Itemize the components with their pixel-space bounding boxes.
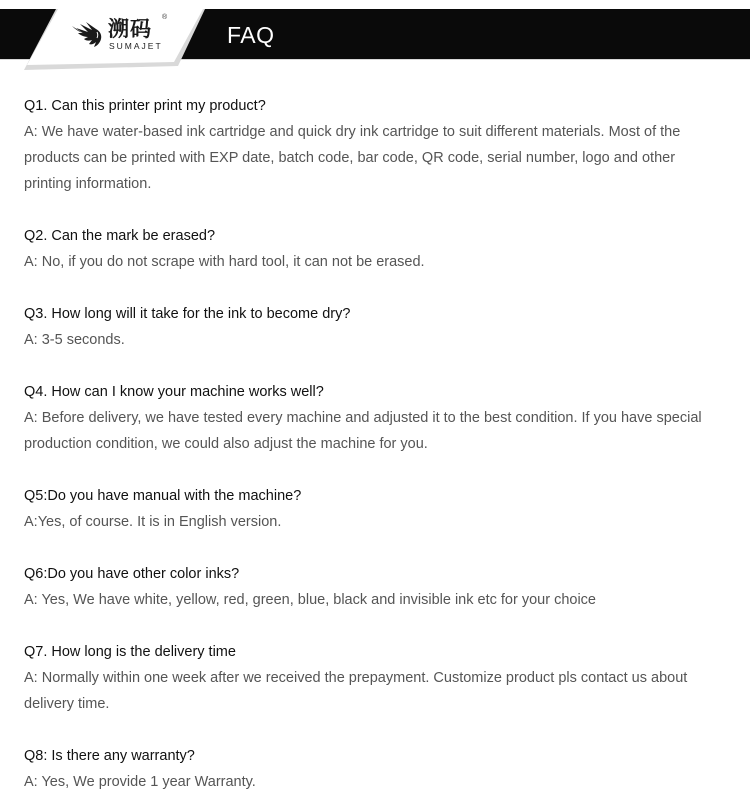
faq-answer: A:Yes, of course. It is in English version. xyxy=(24,514,282,530)
faq-question: Q1. Can this printer print my product? xyxy=(24,98,266,114)
faq-item-4 xyxy=(24,379,724,457)
faq-question: Q8: Is there any warranty? xyxy=(24,748,195,764)
faq-answer: A: Yes, We provide 1 year Warranty. xyxy=(24,774,256,790)
registered-mark: ® xyxy=(162,14,168,21)
faq-item-3 xyxy=(24,301,724,353)
faq-answer: A: We have water-based ink cartridge and quick dry ink cartridge to suit different materials. Most of the products can be printed with EXP date, batch code, bar code, QR code, serial number, logo and other printing information. xyxy=(24,124,681,192)
faq-answer: A: Yes, We have white, yellow, red, green, blue, black and invisible ink etc for your choice xyxy=(24,592,596,608)
page-title: FAQ xyxy=(227,22,275,48)
faq-answer: A: Before delivery, we have tested every machine and adjusted it to the best condition. If you have special production condition, we could also adjust the machine for you. xyxy=(24,410,702,452)
faq-answer: A: Normally within one week after we received the prepayment. Customize product pls contact us about delivery time. xyxy=(24,670,688,712)
faq-item-7 xyxy=(24,639,724,717)
faq-answer: A: No, if you do not scrape with hard tool, it can not be erased. xyxy=(24,254,425,270)
faq-question: Q6:Do you have other color inks? xyxy=(24,566,240,582)
faq-item-6 xyxy=(24,561,724,613)
faq-item-2 xyxy=(24,223,724,275)
faq-question: Q7. How long is the delivery time xyxy=(24,644,236,660)
faq-question: Q4. How can I know your machine works well? xyxy=(24,384,324,400)
faq-item-5 xyxy=(24,483,724,535)
logo-chinese-text: 溯码 xyxy=(108,17,152,41)
horse-logo-icon xyxy=(70,20,106,50)
faq-answer: A: 3-5 seconds. xyxy=(24,332,125,348)
faq-item-8 xyxy=(24,743,724,795)
faq-question: Q5:Do you have manual with the machine? xyxy=(24,488,302,504)
faq-question: Q3. How long will it take for the ink to become dry? xyxy=(24,306,351,322)
faq-list xyxy=(24,93,724,795)
logo-brand-text: SUMAJET xyxy=(109,41,163,51)
faq-item-1 xyxy=(24,93,724,197)
faq-question: Q2. Can the mark be erased? xyxy=(24,228,216,244)
logo xyxy=(0,0,230,70)
